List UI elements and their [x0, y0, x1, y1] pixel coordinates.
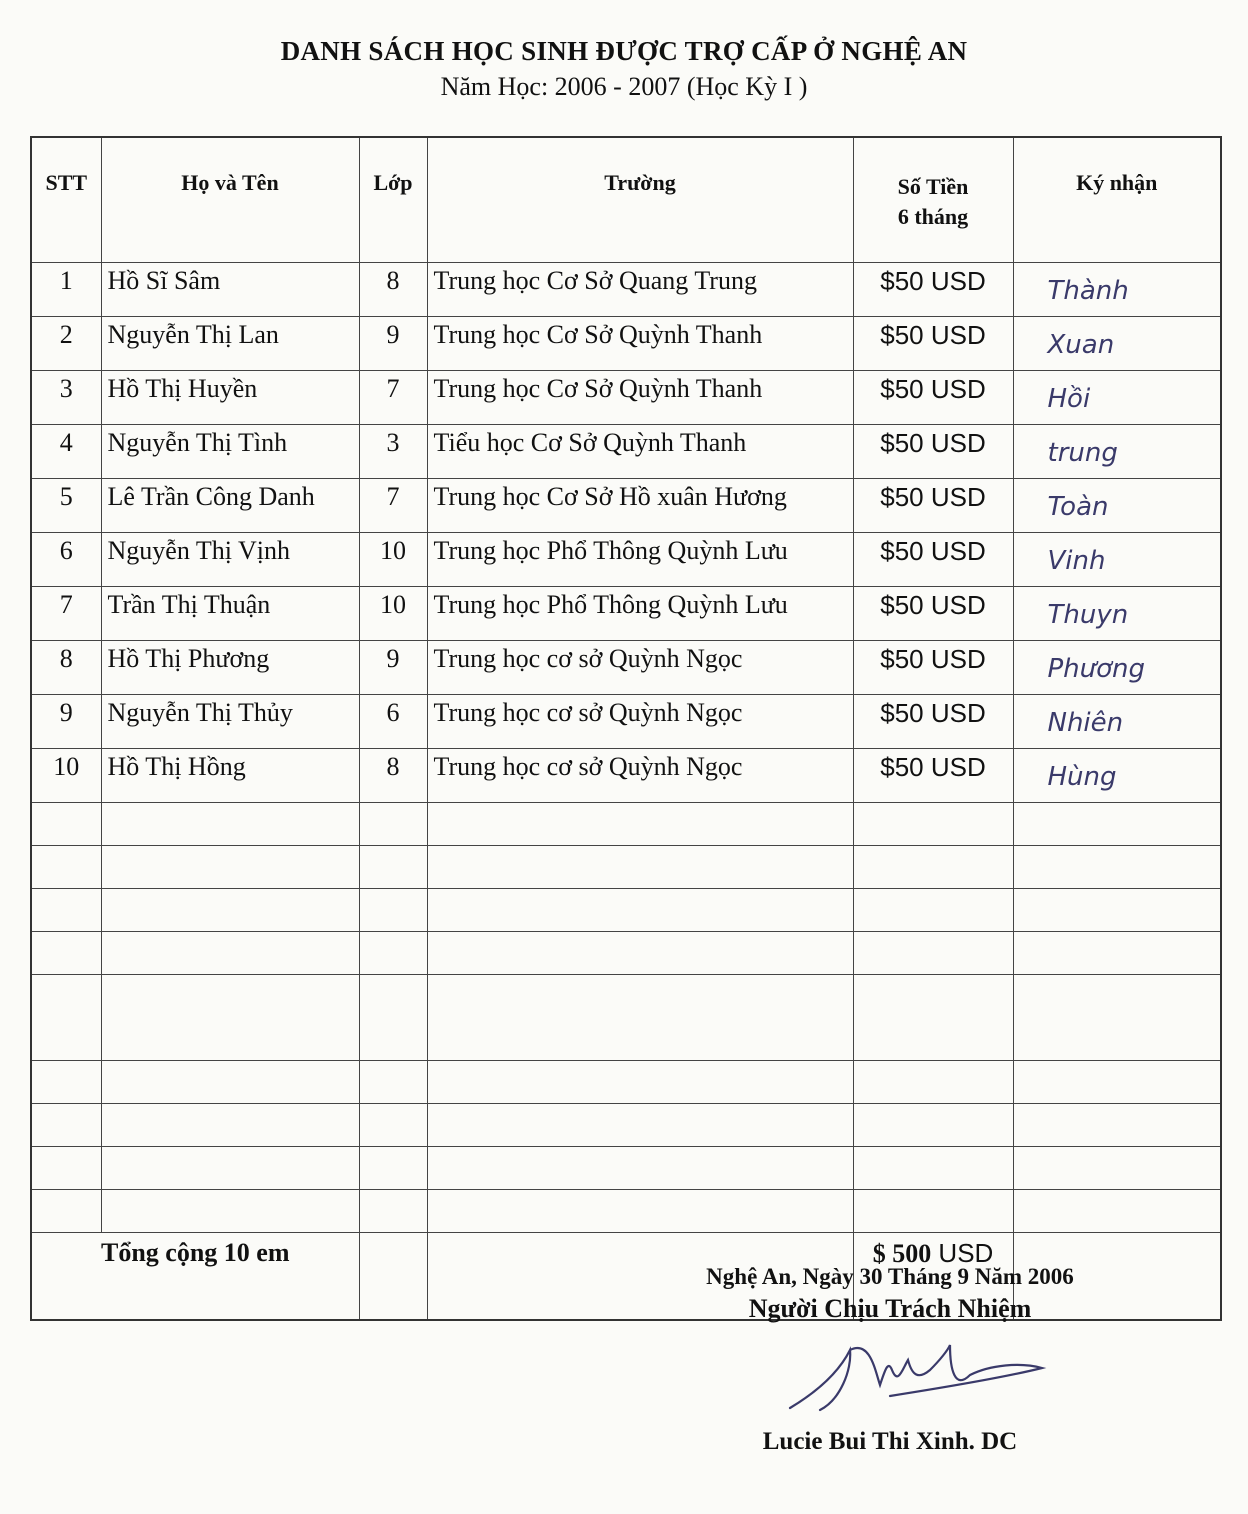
row-stt: 7 — [31, 587, 101, 641]
row-name: Hồ Thị Huyền — [101, 371, 359, 425]
row-grade: 3 — [359, 425, 427, 479]
row-name: Trần Thị Thuận — [101, 587, 359, 641]
row-grade: 8 — [359, 749, 427, 803]
row-stt: 1 — [31, 263, 101, 317]
row-school: Trung học cơ sở Quỳnh Ngọc — [427, 641, 853, 695]
total-label: Tổng cộng 10 em — [31, 1233, 359, 1321]
row-stt: 5 — [31, 479, 101, 533]
empty-row — [31, 889, 1221, 932]
row-signature: Hồi — [1013, 371, 1221, 425]
header-grade: Lớp — [359, 137, 427, 263]
total-amount-unit: USD — [931, 1238, 994, 1268]
empty-row — [31, 1190, 1221, 1233]
row-amount: $50 USD — [853, 371, 1013, 425]
row-name: Nguyễn Thị Thủy — [101, 695, 359, 749]
row-grade: 7 — [359, 371, 427, 425]
row-amount: $50 USD — [853, 749, 1013, 803]
row-school: Trung học cơ sở Quỳnh Ngọc — [427, 749, 853, 803]
row-signature: Xuan — [1013, 317, 1221, 371]
row-signature: Nhiên — [1013, 695, 1221, 749]
row-school: Trung học cơ sở Quỳnh Ngọc — [427, 695, 853, 749]
table-header-row — [31, 137, 1221, 263]
table-row — [31, 533, 1221, 587]
header-amount-line1: Số Tiền — [897, 174, 969, 199]
row-school: Trung học Cơ Sở Quỳnh Thanh — [427, 317, 853, 371]
row-amount: $50 USD — [853, 533, 1013, 587]
row-stt: 4 — [31, 425, 101, 479]
row-school: Trung học Phổ Thông Quỳnh Lưu — [427, 587, 853, 641]
row-stt: 10 — [31, 749, 101, 803]
row-school: Tiểu học Cơ Sở Quỳnh Thanh — [427, 425, 853, 479]
empty-row — [31, 803, 1221, 846]
row-signature: Vinh — [1013, 533, 1221, 587]
row-school: Trung học Cơ Sở Quỳnh Thanh — [427, 371, 853, 425]
row-school: Trung học Cơ Sở Quang Trung — [427, 263, 853, 317]
student-subsidy-table — [30, 136, 1222, 1321]
handwritten-signature — [780, 1330, 1050, 1420]
row-stt: 9 — [31, 695, 101, 749]
responsible-person-name: Lucie Bui Thi Xinh. DC — [762, 1428, 1018, 1455]
responsible-person-role: Người Chịu Trách Nhiệm — [748, 1294, 1032, 1323]
row-amount: $50 USD — [853, 695, 1013, 749]
row-grade: 9 — [359, 641, 427, 695]
row-grade: 10 — [359, 587, 427, 641]
empty-row — [31, 1104, 1221, 1147]
row-stt: 6 — [31, 533, 101, 587]
row-signature: Toàn — [1013, 479, 1221, 533]
row-amount: $50 USD — [853, 425, 1013, 479]
empty-row — [31, 1061, 1221, 1104]
table-row — [31, 371, 1221, 425]
header-signature: Ký nhận — [1013, 137, 1221, 263]
header-amount-line2: 6 tháng — [897, 204, 969, 229]
total-amount-value: $ 500 — [872, 1239, 932, 1268]
row-signature: Thành — [1013, 263, 1221, 317]
table-row — [31, 317, 1221, 371]
row-amount: $50 USD — [853, 479, 1013, 533]
place-and-date: Nghệ An, Ngày 30 Tháng 9 Năm 2006 — [706, 1264, 1074, 1289]
header-amount — [853, 137, 1013, 263]
row-grade: 8 — [359, 263, 427, 317]
header-school: Trường — [427, 137, 853, 263]
row-grade: 9 — [359, 317, 427, 371]
row-school: Trung học Phổ Thông Quỳnh Lưu — [427, 533, 853, 587]
row-name: Nguyễn Thị Vịnh — [101, 533, 359, 587]
row-grade: 10 — [359, 533, 427, 587]
table-row — [31, 641, 1221, 695]
document-title: DANH SÁCH HỌC SINH ĐƯỢC TRỢ CẤP Ở NGHỆ AN — [280, 36, 968, 66]
row-school: Trung học Cơ Sở Hồ xuân Hương — [427, 479, 853, 533]
row-signature: Thuyn — [1013, 587, 1221, 641]
row-name: Nguyễn Thị Lan — [101, 317, 359, 371]
row-amount: $50 USD — [853, 317, 1013, 371]
row-name: Nguyễn Thị Tình — [101, 425, 359, 479]
table-body — [31, 263, 1221, 1321]
row-stt: 2 — [31, 317, 101, 371]
row-name: Hồ Sĩ Sâm — [101, 263, 359, 317]
header-name: Họ và Tên — [101, 137, 359, 263]
row-amount: $50 USD — [853, 263, 1013, 317]
empty-row — [31, 846, 1221, 889]
header-stt: STT — [31, 137, 101, 263]
table-row — [31, 695, 1221, 749]
table-row — [31, 479, 1221, 533]
table-row — [31, 587, 1221, 641]
empty-row — [31, 932, 1221, 975]
row-stt: 8 — [31, 641, 101, 695]
empty-row — [31, 1147, 1221, 1190]
table-row — [31, 749, 1221, 803]
row-name: Hồ Thị Phương — [101, 641, 359, 695]
row-name: Lê Trần Công Danh — [101, 479, 359, 533]
row-name: Hồ Thị Hồng — [101, 749, 359, 803]
row-grade: 7 — [359, 479, 427, 533]
table-row — [31, 425, 1221, 479]
row-signature: trung — [1013, 425, 1221, 479]
row-signature: Phương — [1013, 641, 1221, 695]
table-row — [31, 263, 1221, 317]
row-amount: $50 USD — [853, 641, 1013, 695]
row-stt: 3 — [31, 371, 101, 425]
school-year-subtitle: Năm Học: 2006 - 2007 (Học Kỳ I ) — [440, 72, 808, 101]
row-amount: $50 USD — [853, 587, 1013, 641]
row-grade: 6 — [359, 695, 427, 749]
empty-row — [31, 975, 1221, 1061]
row-signature: Hùng — [1013, 749, 1221, 803]
